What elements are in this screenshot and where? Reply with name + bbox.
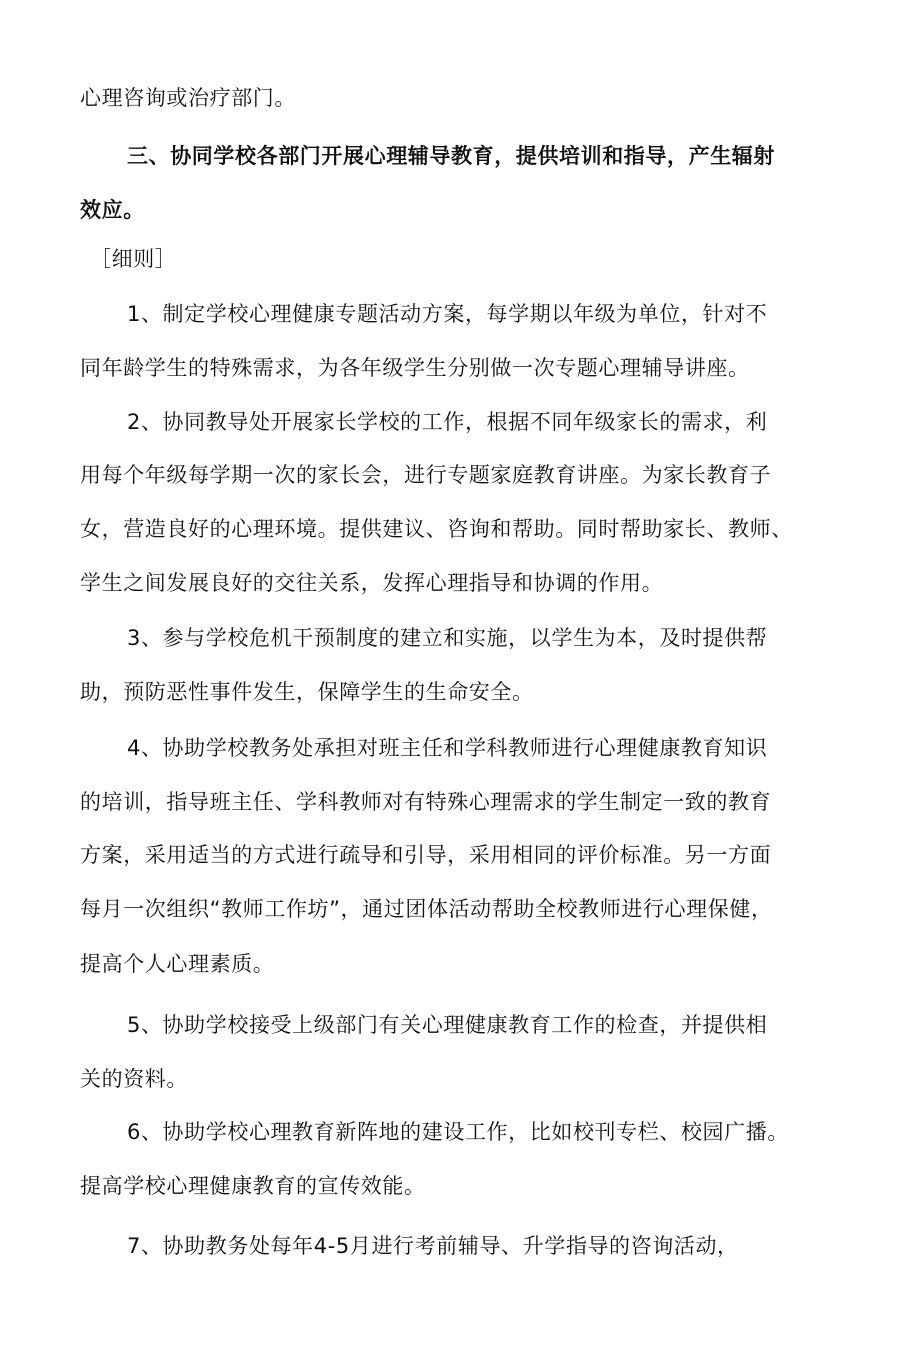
- paragraph-line: 提高个人心理素质。: [80, 952, 275, 976]
- paragraph-line: 女，营造良好的心理环境。提供建议、咨询和帮助。同时帮助家长、教师、: [80, 517, 793, 541]
- paragraph-line: 1、制定学校心理健康专题活动方案，每学期以年级为单位，针对不: [127, 302, 768, 326]
- paragraph-line: 2、协同教导处开展家长学校的工作，根据不同年级家长的需求，利: [127, 410, 768, 434]
- paragraph-line: 的培训，指导班主任、学科教师对有特殊心理需求的学生制定一致的教育: [80, 790, 772, 814]
- paragraph-line: 6、协助学校心理教育新阵地的建设工作，比如校刊专栏、校园广播。: [127, 1120, 789, 1144]
- section-heading: 三、协同学校各部门开展心理辅导教育，提供培训和指导，产生辐射: [127, 144, 775, 168]
- paragraph-line: 提高学校心理健康教育的宣传效能。: [80, 1174, 426, 1198]
- paragraph-line: 同年龄学生的特殊需求，为各年级学生分别做一次专题心理辅导讲座。: [80, 356, 750, 380]
- paragraph-line: 用每个年级每学期一次的家长会，进行专题家庭教育讲座。为家长教育子: [80, 463, 772, 487]
- paragraph-line: 7、协助教务处每年4-5月进行考前辅导、升学指导的咨询活动，: [127, 1234, 739, 1258]
- section-heading-continued: 效应。: [80, 198, 145, 222]
- paragraph-line: 方案，采用适当的方式进行疏导和引导，采用相同的评价标准。另一方面: [80, 843, 772, 867]
- paragraph-line: 3、参与学校危机干预制度的建立和实施，以学生为本，及时提供帮: [127, 626, 768, 650]
- paragraph-line: 关的资料。: [80, 1067, 188, 1091]
- text-line: 心理咨询或治疗部门。: [80, 86, 296, 110]
- paragraph-line: 助，预防恶性事件发生，保障学生的生命安全。: [80, 680, 534, 704]
- paragraph-line: 每月一次组织“教师工作坊”，通过团体活动帮助全校教师进行心理保健，: [80, 897, 773, 921]
- paragraph-line: 4、协助学校教务处承担对班主任和学科教师进行心理健康教育知识: [127, 736, 768, 760]
- paragraph-line: 5、协助学校接受上级部门有关心理健康教育工作的检查，并提供相: [127, 1013, 768, 1037]
- rules-label: ［细则］: [90, 247, 177, 271]
- paragraph-line: 学生之间发展良好的交往关系，发挥心理指导和协调的作用。: [80, 571, 664, 595]
